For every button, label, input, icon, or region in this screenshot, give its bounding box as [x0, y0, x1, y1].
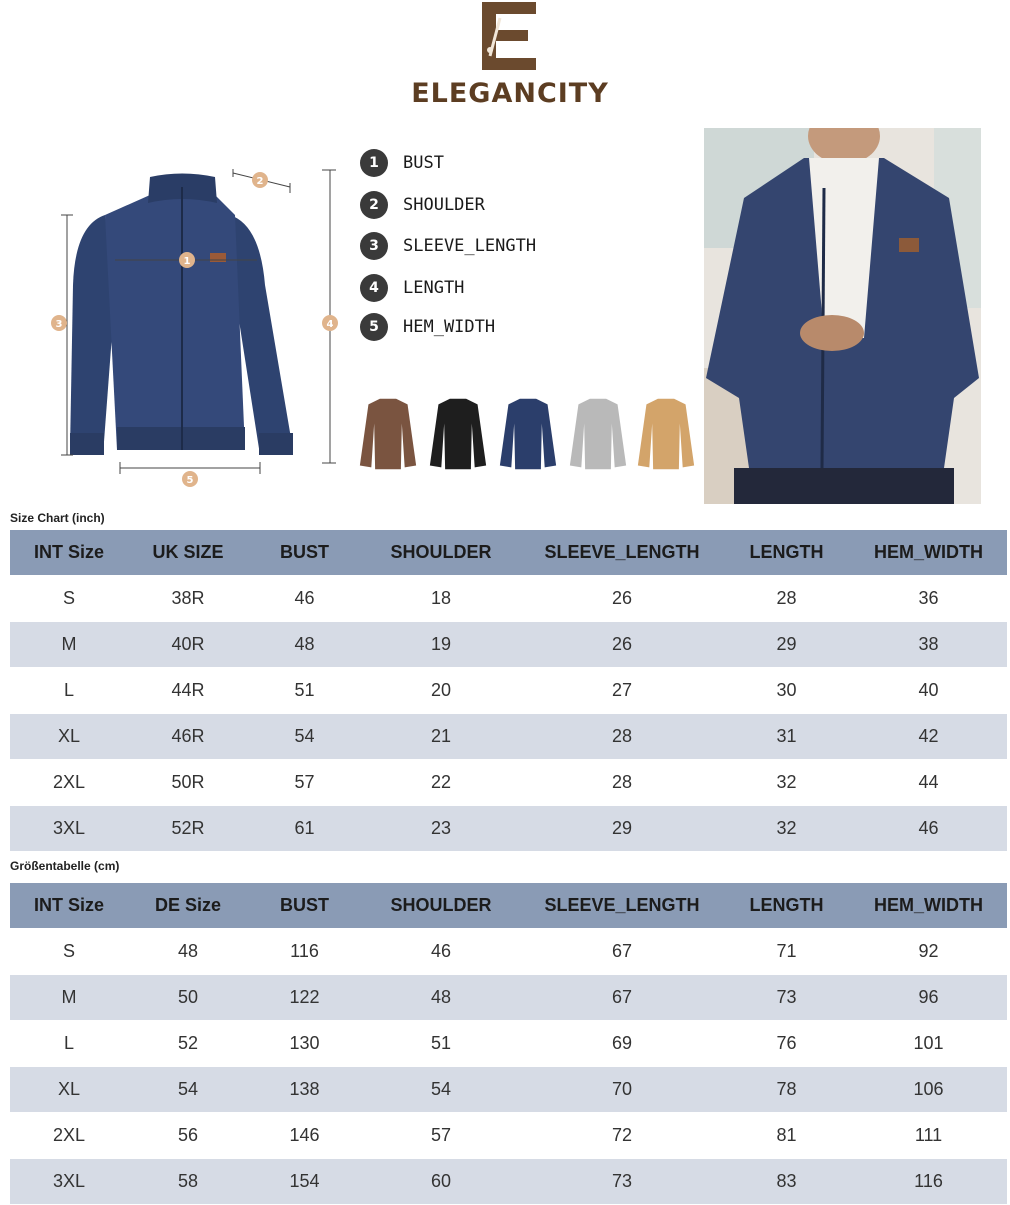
table-row: [10, 1159, 1007, 1205]
cell: 106: [850, 1067, 1007, 1113]
marker-hem-width: [182, 471, 198, 487]
header-length: LENGTH: [723, 530, 850, 576]
swatch-jacket-brown: [360, 399, 416, 470]
table-row: [10, 668, 1007, 714]
cell: L: [10, 668, 128, 714]
cell: 51: [361, 1021, 521, 1067]
cell: 23: [361, 806, 521, 852]
cell: 92: [850, 929, 1007, 975]
cell: 27: [521, 668, 723, 714]
header-sleeve-length: SLEEVE_LENGTH: [521, 883, 723, 929]
header-bust: BUST: [248, 530, 361, 576]
cell: 22: [361, 760, 521, 806]
cell: S: [10, 929, 128, 975]
cell: 96: [850, 975, 1007, 1021]
svg-text:3: 3: [55, 319, 63, 330]
cell: 56: [128, 1113, 248, 1159]
legend-item-shoulder: [360, 190, 485, 220]
cell: 50R: [128, 760, 248, 806]
table-row: [10, 929, 1007, 975]
cell: 42: [850, 714, 1007, 760]
cell: 52: [128, 1021, 248, 1067]
legend-item-length: [360, 273, 464, 303]
cell: 48: [361, 975, 521, 1021]
cell: 67: [521, 929, 723, 975]
cell: 54: [248, 714, 361, 760]
table-caption-cm: Größentabelle (cm): [10, 859, 120, 873]
cell: 73: [723, 975, 850, 1021]
legend-number: 4: [360, 274, 388, 302]
table-header-row: [10, 530, 1007, 576]
cell: M: [10, 975, 128, 1021]
legend-label: SLEEVE_LENGTH: [403, 236, 537, 256]
table-row: [10, 1113, 1007, 1159]
header-shoulder: SHOULDER: [361, 883, 521, 929]
cell: 28: [723, 576, 850, 622]
model-photo: [704, 128, 981, 504]
cell: 2XL: [10, 760, 128, 806]
cell: 73: [521, 1159, 723, 1205]
svg-text:5: 5: [186, 475, 194, 486]
cell: 2XL: [10, 1113, 128, 1159]
cell: 70: [521, 1067, 723, 1113]
cell: 32: [723, 806, 850, 852]
swatch-jacket-khaki: [638, 399, 694, 470]
cell: 83: [723, 1159, 850, 1205]
cell: 48: [248, 622, 361, 668]
cell: 111: [850, 1113, 1007, 1159]
legend-number: 1: [360, 149, 388, 177]
svg-text:1: 1: [183, 256, 191, 267]
legend-number: 3: [360, 232, 388, 260]
cell: 72: [521, 1113, 723, 1159]
cell: 26: [521, 576, 723, 622]
cell: 130: [248, 1021, 361, 1067]
cell: 52R: [128, 806, 248, 852]
cell: 30: [723, 668, 850, 714]
cell: 76: [723, 1021, 850, 1067]
cell: 146: [248, 1113, 361, 1159]
cell: 116: [850, 1159, 1007, 1205]
legend-label: BUST: [403, 153, 444, 173]
legend-item-sleeve-length: [360, 231, 536, 261]
header-de-size: DE Size: [128, 883, 248, 929]
cell: 57: [248, 760, 361, 806]
legend-item-hem-width: [360, 312, 495, 342]
cell: 67: [521, 975, 723, 1021]
cell: 3XL: [10, 1159, 128, 1205]
color-swatches: [355, 392, 700, 477]
cell: 46: [361, 929, 521, 975]
legend-item-bust: [360, 148, 444, 178]
cell: 28: [521, 760, 723, 806]
size-chart-inch-table: [10, 530, 1007, 852]
marker-shoulder: [252, 172, 268, 188]
cell: 122: [248, 975, 361, 1021]
cell: 101: [850, 1021, 1007, 1067]
cell: 3XL: [10, 806, 128, 852]
jacket-body: [105, 195, 245, 450]
header-hem-width: HEM_WIDTH: [850, 883, 1007, 929]
brand-logo-icon: [478, 0, 540, 72]
cell: 78: [723, 1067, 850, 1113]
table-row: [10, 622, 1007, 668]
svg-text:4: 4: [326, 319, 334, 330]
cell: 60: [361, 1159, 521, 1205]
cell: 138: [248, 1067, 361, 1113]
cell: 40R: [128, 622, 248, 668]
cell: 58: [128, 1159, 248, 1205]
table-row: [10, 1021, 1007, 1067]
header-int-size: INT Size: [10, 883, 128, 929]
cell: 31: [723, 714, 850, 760]
cell: 29: [723, 622, 850, 668]
cell: 28: [521, 714, 723, 760]
legend-label: LENGTH: [403, 278, 465, 298]
table-row: [10, 714, 1007, 760]
legend-label: HEM_WIDTH: [403, 317, 496, 337]
cell: 38R: [128, 576, 248, 622]
leather-patch: [210, 253, 226, 262]
cell: M: [10, 622, 128, 668]
swatch-jacket-black: [430, 399, 486, 470]
legend-number: 5: [360, 313, 388, 341]
header-shoulder: SHOULDER: [361, 530, 521, 576]
cell: 48: [128, 929, 248, 975]
cell: 44R: [128, 668, 248, 714]
table-row: [10, 760, 1007, 806]
table-caption-inch: Size Chart (inch): [10, 511, 105, 525]
cell: 69: [521, 1021, 723, 1067]
cell: XL: [10, 1067, 128, 1113]
cell: 36: [850, 576, 1007, 622]
cell: 29: [521, 806, 723, 852]
cell: 46R: [128, 714, 248, 760]
cell: S: [10, 576, 128, 622]
header-hem-width: HEM_WIDTH: [850, 530, 1007, 576]
marker-bust: [179, 252, 195, 268]
cell: 57: [361, 1113, 521, 1159]
table-row: [10, 806, 1007, 852]
cell: 50: [128, 975, 248, 1021]
header-uk-size: UK SIZE: [128, 530, 248, 576]
cell: 81: [723, 1113, 850, 1159]
cell: L: [10, 1021, 128, 1067]
legend-label: SHOULDER: [403, 195, 485, 215]
cell: 44: [850, 760, 1007, 806]
cell: XL: [10, 714, 128, 760]
header-int-size: INT Size: [10, 530, 128, 576]
header-length: LENGTH: [723, 883, 850, 929]
cell: 21: [361, 714, 521, 760]
cell: 154: [248, 1159, 361, 1205]
cell: 46: [850, 806, 1007, 852]
cell: 19: [361, 622, 521, 668]
cell: 20: [361, 668, 521, 714]
swatch-jacket-grey: [570, 399, 626, 470]
jacket-measurement-diagram: [45, 165, 345, 490]
cell: 38: [850, 622, 1007, 668]
legend-number: 2: [360, 191, 388, 219]
svg-text:2: 2: [256, 176, 264, 187]
swatch-jacket-navy: [500, 399, 556, 470]
size-chart-cm-table: [10, 883, 1007, 1205]
cell: 40: [850, 668, 1007, 714]
cell: 46: [248, 576, 361, 622]
table-row: [10, 975, 1007, 1021]
cell: 54: [128, 1067, 248, 1113]
cell: 51: [248, 668, 361, 714]
cell: 116: [248, 929, 361, 975]
table-row: [10, 576, 1007, 622]
cell: 61: [248, 806, 361, 852]
table-header-row: [10, 883, 1007, 929]
brand-name: ELEGANCITY: [411, 78, 609, 109]
cell: 26: [521, 622, 723, 668]
marker-length: [322, 315, 338, 331]
cell: 54: [361, 1067, 521, 1113]
cell: 32: [723, 760, 850, 806]
header-bust: BUST: [248, 883, 361, 929]
marker-sleeve-length: [51, 315, 67, 331]
header-sleeve-length: SLEEVE_LENGTH: [521, 530, 723, 576]
cell: 71: [723, 929, 850, 975]
table-row: [10, 1067, 1007, 1113]
cell: 18: [361, 576, 521, 622]
